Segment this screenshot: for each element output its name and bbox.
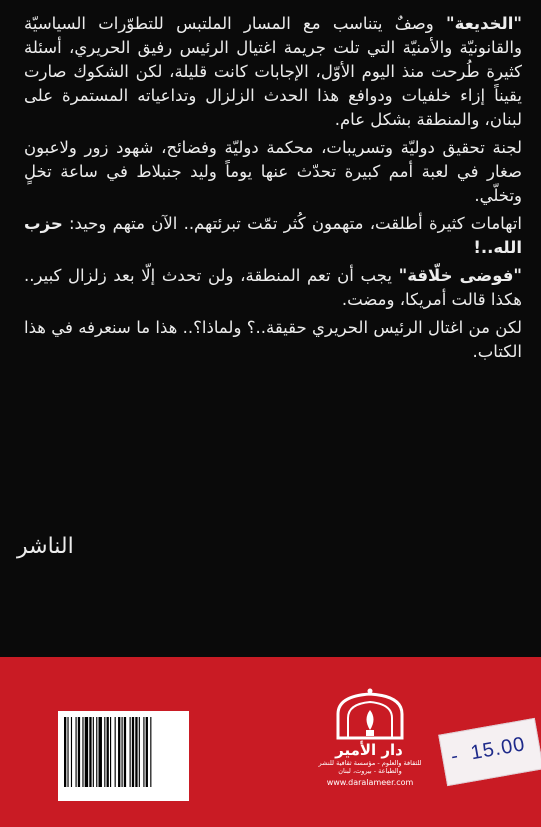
price-prefix: - [449, 744, 460, 768]
price-value: 15.00 [469, 733, 528, 765]
paragraph-4-text: يجب أن تعم المنطقة، ولن تحدث إلّا بعد زلزال كبير.. هكذا قالت أمريكا، ومضت. [24, 266, 522, 309]
publisher-logo [300, 688, 440, 808]
blurb-text [24, 12, 522, 368]
paragraph-4 [24, 264, 522, 312]
paragraph-5: لكن من اغتال الرئيس الحريري حقيقة..؟ ولماذا؟.. هذا ما سنعرفه في هذا الكتاب. [24, 318, 522, 361]
paragraph-1-text: وصفٌ يتناسب مع المسار الملتبس للتطوّرات السياسيّة والقانونيّة والأمنيّة التي تلت جريمة اغتيال الرئيس رفيق الحريري، أسئلة كثيرة طُرحت منذ اليوم الأوّل، الإجابات كانت قليلة، لكن الشكوك صارت يقيناً إزاء خلفيات ودوافع هذا الحدث الزلزال وتداعياته المستمرة على لبنان، والمنطقة بشكل عام. [24, 14, 522, 129]
paragraph-2: لجنة تحقيق دوليّة وتسريبات، محكمة دوليّة وفضائح، شهود زور ولاعبون صغار في لعبة أمم كبيرة تحدّث عنها يوماً وليد جنبلاط في ساعة تخلٍ وتخلّي. [24, 138, 522, 205]
paragraph-3-bold: حزب الله..! [24, 214, 522, 257]
book-title-quote: "الخديعة" [446, 14, 522, 33]
arch-lamp-icon [300, 688, 440, 742]
paragraph-1 [24, 12, 522, 132]
paragraph-4-bold: "فوضى خلّاقة" [398, 266, 522, 285]
publisher-name: دار الأمير [335, 741, 403, 759]
paragraph-3 [24, 212, 522, 260]
barcode-icon [58, 711, 189, 801]
publisher-tagline: للثقافة والعلوم - مؤسسة ثقافية للنشر والطباعة - بيروت، لبنان [318, 759, 422, 775]
paragraph-3-text: اتهامات كثيرة أطلقت، متهمون كُثر تمّت تبرئتهم.. الآن متهم وحيد: [62, 214, 522, 233]
publisher-label: الناشر [17, 534, 74, 559]
publisher-url: www.daralameer.com [326, 778, 414, 787]
